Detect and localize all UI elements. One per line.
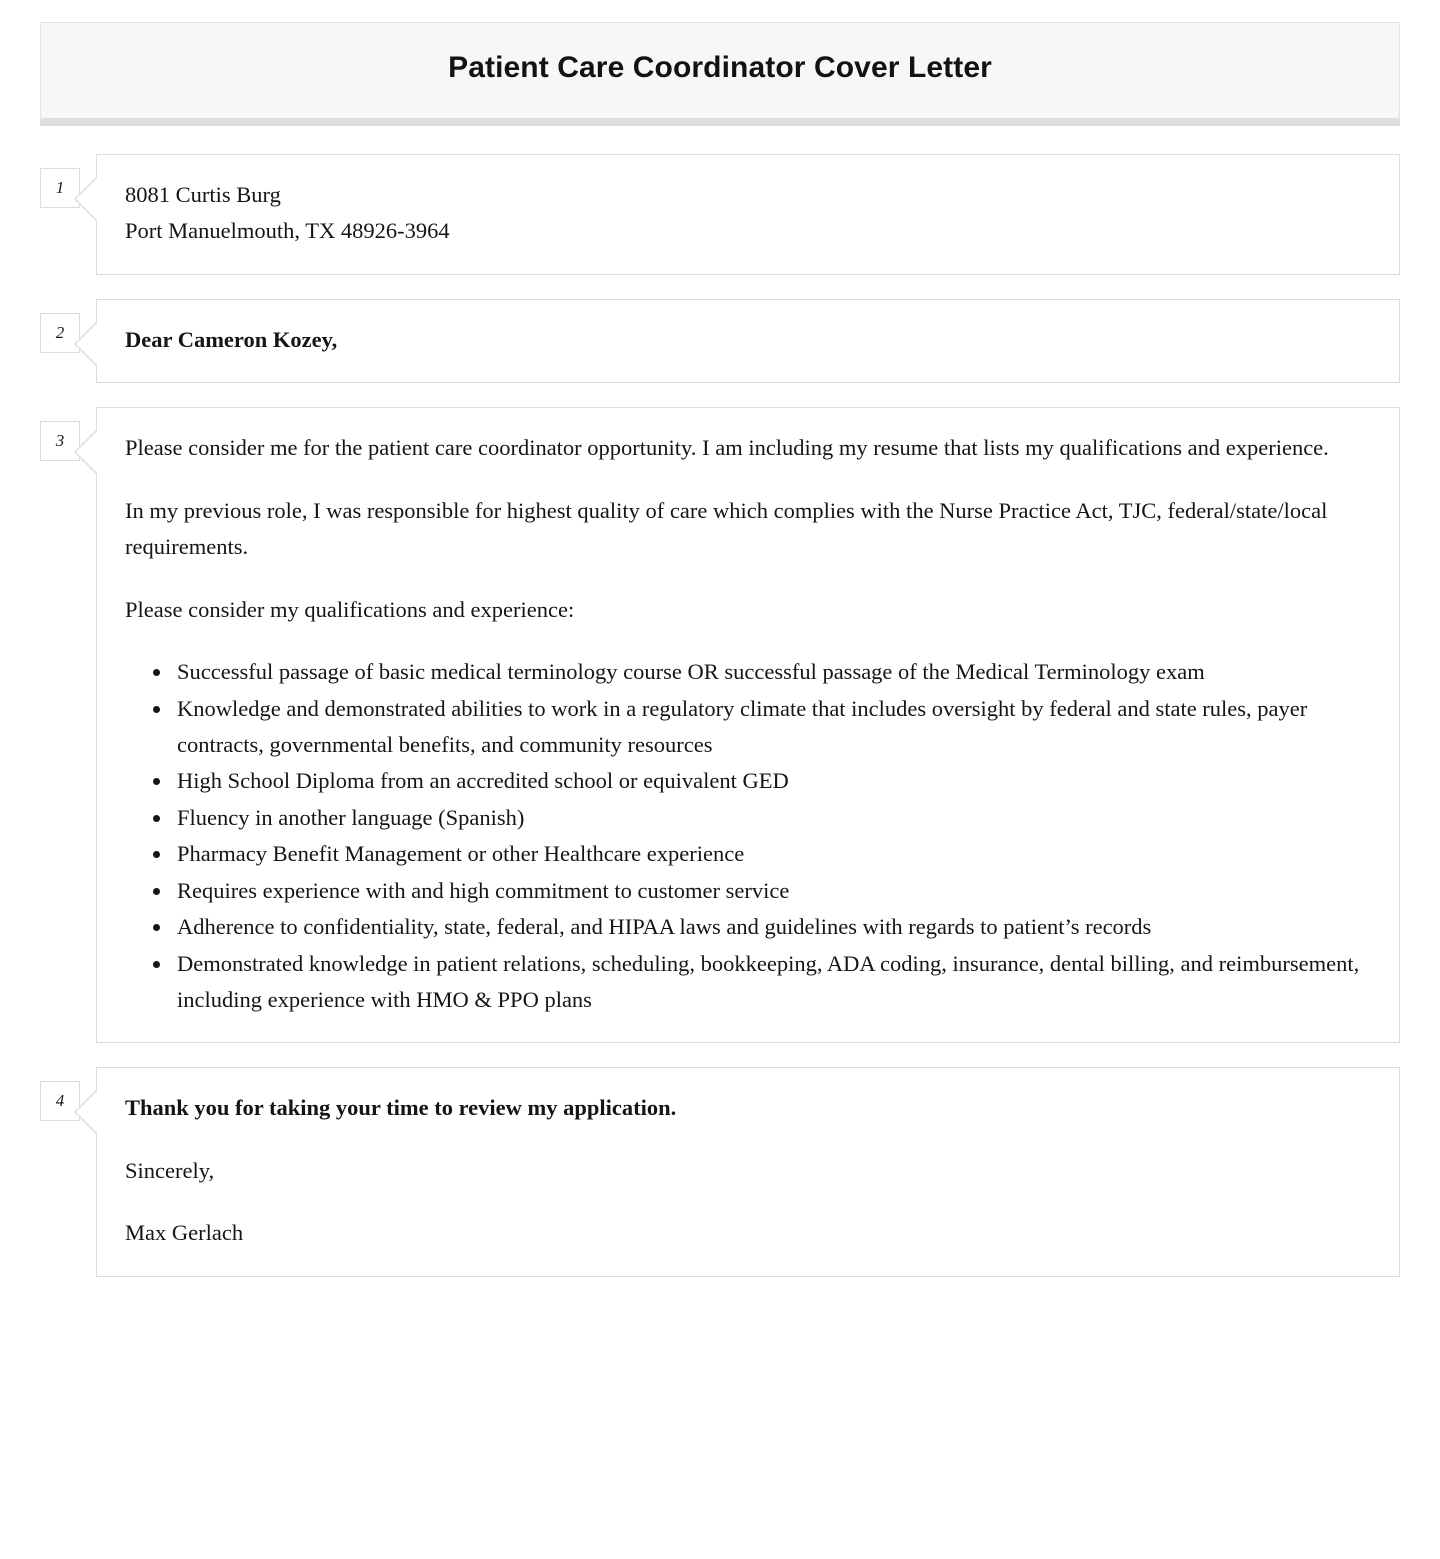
body-paragraph-3: Please consider my qualifications and experience: — [125, 596, 575, 622]
address-line-2: Port Manuelmouth, TX 48926-3964 — [125, 218, 450, 244]
salutation-text: Dear Cameron Kozey, — [125, 326, 338, 352]
section-closing — [40, 1067, 1400, 1276]
closing-panel[interactable] — [96, 1067, 1400, 1276]
signature-text: Max Gerlach — [125, 1220, 244, 1246]
list-item: • High School Diploma from an accredited school or equivalent GED — [173, 763, 1371, 799]
address-block — [125, 177, 1371, 250]
panel-notch-inner-icon — [76, 430, 98, 474]
list-item: • Knowledge and demonstrated abilities to work in a regulatory climate that includes oversight by federal and state rules, payer contracts, governmental benefits, and community resources — [173, 691, 1371, 764]
section-number-badge: 3 — [40, 421, 80, 461]
qualifications-list — [125, 654, 1371, 1018]
list-item: • Fluency in another language (Spanish) — [173, 800, 1371, 836]
panel-notch-inner-icon — [76, 1090, 98, 1134]
document-header — [40, 22, 1400, 126]
body-panel[interactable] — [96, 407, 1400, 1043]
signoff-text: Sincerely, — [125, 1157, 215, 1183]
list-item: • Adherence to confidentiality, state, federal, and HIPAA laws and guidelines with regards to patient’s records — [173, 909, 1371, 945]
list-item: • Requires experience with and high commitment to customer service — [173, 873, 1371, 909]
body-paragraph-2: In my previous role, I was responsible for highest quality of care which complies with the Nurse Practice Act, TJC, federal/state/local requirements. — [125, 497, 1328, 560]
list-item: • Demonstrated knowledge in patient relations, scheduling, bookkeeping, ADA coding, insurance, dental billing, and reimbursement, including experience with HMO & PPO plans — [173, 946, 1371, 1019]
section-address — [40, 154, 1400, 275]
cover-letter-page — [0, 22, 1440, 1277]
list-item: • Successful passage of basic medical terminology course OR successful passage of the Medical Terminology exam — [173, 654, 1371, 690]
section-number-badge: 4 — [40, 1081, 80, 1121]
section-number-badge: 1 — [40, 168, 80, 208]
panel-notch-inner-icon — [76, 322, 98, 366]
address-line-1: 8081 Curtis Burg — [125, 182, 281, 207]
section-number-badge: 2 — [40, 313, 80, 353]
sections-container — [40, 126, 1400, 1277]
address-panel[interactable] — [96, 154, 1400, 275]
list-item: • Pharmacy Benefit Management or other Healthcare experience — [173, 836, 1371, 872]
page-title: Patient Care Coordinator Cover Letter — [448, 50, 992, 84]
body-paragraph-1: Please consider me for the patient care coordinator opportunity. I am including my resume that lists my qualifications and experience. — [125, 435, 1329, 461]
thank-you-text: Thank you for taking your time to review my application. — [125, 1095, 677, 1121]
section-salutation — [40, 299, 1400, 383]
panel-notch-inner-icon — [76, 177, 98, 221]
section-body — [40, 407, 1400, 1043]
salutation-panel[interactable] — [96, 299, 1400, 383]
